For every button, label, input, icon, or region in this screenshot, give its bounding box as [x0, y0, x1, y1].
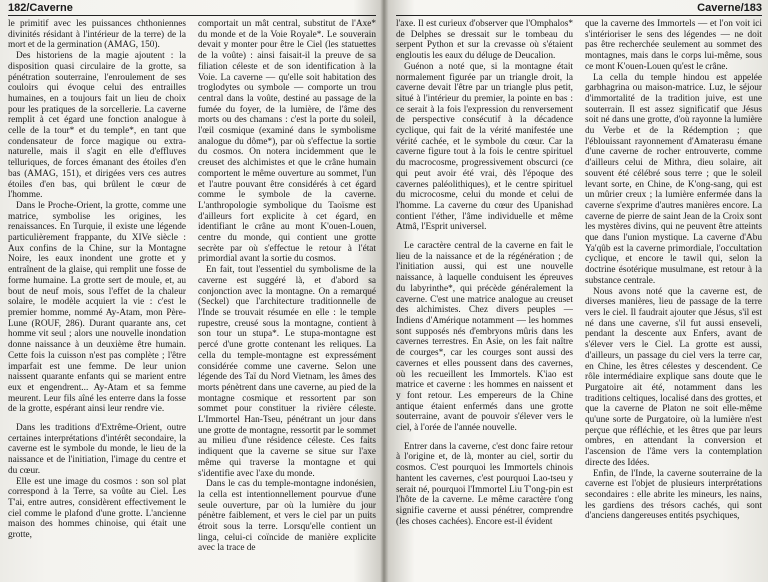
right-page: [396, 0, 762, 582]
right-page-columns: [396, 19, 762, 579]
left-page-header: 182/Caverne: [8, 2, 376, 16]
paragraph: Entrer dans la caverne, c'est donc faire retour à l'origine et, de là, monter au ciel, sortir du cosmos. C'est pourquoi les Immortels chinois hantent les cavernes, c'est pourquoi Lao-tseu y serait né, pourquoi l'Immortel Liu T'ong-pin est l'hôte de la caverne. Le même caractère t'ong signifie caverne et aussi pénétrer, comprendre (les choses cachées). Encore est-il évident: [396, 441, 573, 527]
paragraph: Dans les traditions d'Extrême-Orient, outre certaines interprétations d'intérêt secondaire, la caverne est le symbole du monde, le lieu de la naissance et de l'initiation, l'image du centre et du cœur.: [8, 423, 186, 476]
right-page-column-2: [585, 19, 762, 579]
paragraph: La cella du temple hindou est appelée garbhagrina ou maison-matrice. Luz, le séjour d'immortalité de la tradition juive, est une souterrain. Il est assez significatif que Jésus soit né dans une grotte, d'où rayonne la lumière du Verbe et de la Rédemption ; que l'éblouissant rayonnement d'Amaterasu émane d'une caverne de rocher entrouverte, comme d'ailleurs celui de Mithra, dieu solaire, ait souvent été célébré sous terre ; que le soleil levant sorte, en Chine, de K'ong-sang, qui est un mûrier creux ; la lumière enfermée dans la caverne s'exprime d'autres manières encore. La caverne de pierre de saint Jean de la Croix sont les mystères divins, qui ne peuvent être atteints que dans l'union mystique. La caverne d'Abu Ya'qûb est la caverne primordiale, l'occultation cyclique, et encore le tawil qui, selon la doctrine ésotérique musulmane, est retour à la substance centrale.: [585, 72, 762, 286]
paragraph: que la caverne des Immortels — et l'on voit ici s'intérioriser le sens des légendes — ne doit pas être recherchée seulement au sommet des montagnes, mais dans le corps lui-même, sous ce mont K'ouen-Louen qu'est le crâne.: [585, 19, 762, 72]
paragraph: En fait, tout l'essentiel du symbolisme de la caverne est suggéré là, et d'abord sa conjonction avec la montagne. On a remarqué (Seckel) que l'architecture traditionnelle de l'Inde se trouvait résumée en elle : le temple rupestre, creusé sous la montagne, contient à son tour un stupa*. Le stupa-montagne est percé d'une grotte contenant les reliques. La cella du temple-montagne est expressément considérée comme une caverne. Selon une légende des Taï du Nord Vietnam, les âmes des morts pénètrent dans une caverne, au pied de la montagne cosmique et ressortent par son sommet pour constituer la rivière céleste. L'Immortel Han-Tseu, pénétrant un jour dans une grotte de montagne, ressortit par le sommet au milieu d'une résidence céleste. Ces faits indiquent que la caverne se situe sur l'axe même qui traverse la montagne et qui s'identifie avec l'axe du monde.: [198, 265, 376, 479]
left-page: [8, 0, 376, 582]
paragraph: Enfin, de l'Inde, la caverne souterraine de la caverne est l'objet de plusieurs interprétations secondaires : elle abrite les mineurs, les nains, les gardiens des trésors cachés, qui sont d'anciens dangereuses entités psychiques,: [585, 468, 762, 522]
left-page-column-2: [198, 19, 376, 579]
paragraph: Le caractère central de la caverne en fait le lieu de la naissance et de la régénération ; de l'initiation aussi, qui est une nouvelle naissance, à laquelle conduisent les épreuves du labyrinthe*, qui précède généralement la caverne. C'est une matrice analogue au creuset des alchimistes. Chez divers peuples — Indiens d'Amérique notamment — les hommes sont supposés nés d'embryons mûris dans les cavernes terrestres. En Asie, on les fait naître de courges*, car les courges sont aussi des cavernes et elles poussent dans des cavernes, où les recueillent les Immortels. K'iao est matrice et caverne : les hommes en naissent et y font retour. Les empereurs de la Chine antique étaient enfermés dans une grotte souterraine, avant de pouvoir s'élever vers le ciel, à l'orée de l'année nouvelle.: [396, 241, 573, 434]
paragraph: comportait un mât central, substitut de l'Axe* du monde et de la Voie Royale*. Le souverain devait y monter pour être le Ciel (les statuettes de la voûte) : ainsi faisait-il la preuve de sa filiation céleste et de son identification à la Voie. La caverne — qu'elle soit habitation des troglodytes ou symbole — comporte un trou central dans la voûte, destiné au passage de la fumée du foyer, de la lumière, de l'âme des morts ou des chamans : c'est la porte du soleil, l'œil cosmique (examiné dans le symbolisme analogue du dôme*), par où s'effectue la sortie du cosmos. On notera incidemment que le creuset des alchimistes et que le crâne humain comportent le même ouverture au sommet, l'un et l'autre pouvant être considérés à cet égard comme le symbole de la caverne. L'anthropologie symbolique du Taoïsme est d'ailleurs fort explicite à cet égard, en identifiant le crâne au mont K'ouen-Louen, centre du monde, qui contient une grotte secrète par où s'effectue le retour à l'état primordial avant la sortie du cosmos.: [198, 19, 376, 265]
right-page-column-1: [396, 19, 573, 579]
paragraph: Nous avons noté que la caverne est, de diverses manières, lieu de passage de la terre vers le ciel. Il faudrait ajouter que Jésus, s'il est né dans une caverne, s'il fut aussi enseveli, pendant la descente aux Enfers, avant de s'élever vers le Ciel. La grotte est aussi, d'ailleurs, un passage du ciel vers la terre car, en Chine, les êtres célestes y descendent. Ce rôle intermédiaire explique sans doute que le Purgatoire ait été, notamment dans les traditions celtiques, localisé dans des grottes, et que la caverne de Platon ne soit elle-même qu'une sorte de Purgatoire, où la lumière n'est perçue que réfléchie, et les êtres que par leurs ombres, en attendant la conversion et l'ascension de l'âme vers la contemplation directe des Idées.: [585, 286, 762, 468]
paragraph: l'axe. Il est curieux d'observer que l'Omphalos* de Delphes se dressait sur le tombeau du serpent Python et sur la crevasse où s'étaient engloutis les eaux du déluge de Deucalion.: [396, 19, 573, 62]
right-page-header: Caverne/183: [396, 2, 762, 16]
paragraph: Elle est une image du cosmos : son sol plat correspond à la Terre, sa voûte au Ciel. Les T'ai, entre autres, considèrent effectivement le ciel comme le plafond d'une grotte. L'ancienne maison des hommes chinoise, qui était une grotte,: [8, 476, 186, 541]
paragraph: Des historiens de la magie ajoutent : la disposition quasi circulaire de la grotte, sa pénétration souterraine, l'enroulement de ses couloirs qui évoque celui des entrailles humaines, en a toujours fait un lieu de choix pour les pratiques de la sorcellerie. La caverne remplit à cet égard une fonction analogue à celle de la tour* et du temple*, en tant que condensateur de force magique ou extra-naturelle, mais il s'agit en elle d'effluves telluriques, de forces émanant des étoiles d'en bas (AMAG, 151), et dirigées vers ces autres étoiles d'en bas, qui brûlent le cœur de l'homme.: [8, 51, 186, 201]
left-page-column-1: [8, 19, 186, 579]
left-page-columns: [8, 19, 376, 579]
paragraph: Guénon a noté que, si la montagne était normalement figurée par un triangle droit, la caverne devait l'être par un triangle plus petit, situé à l'intérieur du premier, la pointe en bas : ce serait à la fois l'expression du renversement de perspective consécutif à la décadence cyclique, qui fait de la vérité manifestée une vérité cachée, et le symbole du cœur. Car la caverne figure tout à la fois le centre spirituel du macrocosme, progressivement obscurci (ce qui peut avoir été vrai, dès l'époque des cavernes paléolithiques), et le centre spirituel du microcosme, celui du monde et celui de l'homme. La caverne du cœur des Upanishad contient l'éther, l'âme individuelle et même Atmâ, l'Esprit universel.: [396, 61, 573, 233]
paragraph: le primitif avec les puissances chthoniennes divinités résidant à l'intérieur de la terre) de la mort et de la germination (AMAG, 150).: [8, 19, 186, 51]
paragraph: Dans le cas du temple-montagne indonésien, la cella est intentionnellement pourvue d'une seule ouverture, par où la lumière du jour pénètre faiblement, et vers le ciel par un puits étroit sous la terre. Lorsqu'elle contient un linga, celui-ci coïncide de manière explicite avec la trace de: [198, 479, 376, 554]
paragraph: Dans le Proche-Orient, la grotte, comme une matrice, symbolise les origines, les renaissances. En Turquie, il existe une légende particulièrement frappante, du XIVe siècle : Aux confins de la Chine, sur la Montagne Noire, les eaux inondent une grotte et y entraînent de la glaise, qui remplit une fosse de forme humaine. La grotte sert de moule, et, au bout de neuf mois, sous l'effet de la chaleur solaire, le modèle acquiert la vie : c'est le premier homme, nommé Ay-Atam, mon Père-Lune (ROUF, 286). Durant quarante ans, cet homme vit seul ; alors une nouvelle inondation donne naissance à un deuxième être humain. Cette fois la cuisson n'est pas complète ; l'être imparfait est une femme. De leur union naissent quarante enfants qui se marient entre eux et engendrent... Ay-Atam et sa femme meurent. Leur fils aîné les enterre dans la fosse de la grotte, espérant ainsi leur rendre vie.: [8, 200, 186, 415]
